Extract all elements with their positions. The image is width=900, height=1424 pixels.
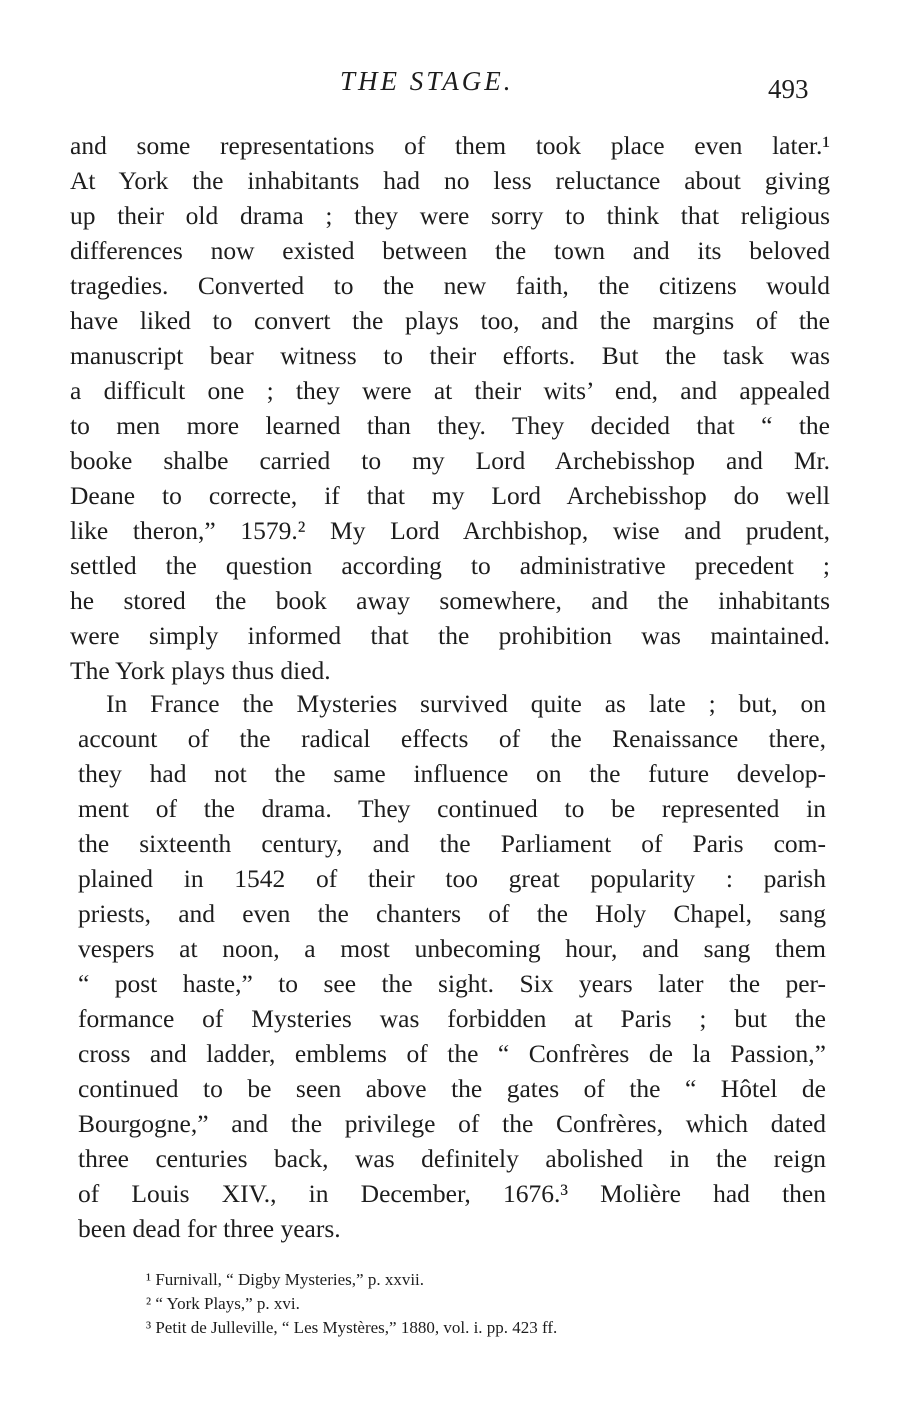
text-line: up their old drama ; they were sorry to think that religious <box>70 201 830 230</box>
text-line: of Louis XIV., in December, 1676.³ Molière had then <box>78 1179 826 1208</box>
text-line: booke shalbe carried to my Lord Archebisshop and Mr. <box>70 446 830 475</box>
footnotes <box>146 1268 786 1340</box>
text-line: ment of the drama. They continued to be represented in <box>78 794 826 823</box>
text-line: “ post haste,” to see the sight. Six years later the per- <box>78 969 826 998</box>
text-line: continued to be seen above the gates of the “ Hôtel de <box>78 1074 826 1103</box>
text-line: The York plays thus died. <box>70 656 331 685</box>
text-line: the sixteenth century, and the Parliament of Paris com- <box>78 829 826 858</box>
text-line: have liked to convert the plays too, and the margins of the <box>70 306 830 335</box>
paragraph-1 <box>70 128 830 688</box>
page-number: 493 <box>768 74 809 104</box>
text-line: formance of Mysteries was forbidden at Paris ; but the <box>78 1004 826 1033</box>
text-line: been dead for three years. <box>78 1214 341 1243</box>
footnote: ³ Petit de Julleville, “ Les Mystères,” 1880, vol. i. pp. 423 ff. <box>146 1318 558 1337</box>
text-line: In France the Mysteries survived quite as late ; but, on <box>106 689 826 718</box>
text-line: to men more learned than they. They decided that “ the <box>70 411 830 440</box>
text-line: cross and ladder, emblems of the “ Confrères de la Passion,” <box>78 1039 826 1068</box>
footnote: ² “ York Plays,” p. xvi. <box>146 1294 300 1313</box>
text-line: differences now existed between the town and its beloved <box>70 236 830 265</box>
text-line: plained in 1542 of their too great popularity : parish <box>78 864 826 893</box>
text-line: tragedies. Converted to the new faith, the citizens would <box>70 271 830 300</box>
text-line: manuscript bear witness to their efforts. But the task was <box>70 341 830 370</box>
page-header <box>0 66 900 106</box>
text-line: Deane to correcte, if that my Lord Archebisshop do well <box>70 481 830 510</box>
text-line: priests, and even the chanters of the Holy Chapel, sang <box>78 899 826 928</box>
text-line: settled the question according to administrative precedent ; <box>70 551 830 580</box>
text-line: vespers at noon, a most unbecoming hour, and sang them <box>78 934 826 963</box>
text-line: and some representations of them took place even later.¹ <box>70 131 830 160</box>
text-line: they had not the same influence on the future develop- <box>78 759 826 788</box>
text-line: At York the inhabitants had no less reluctance about giving <box>70 166 830 195</box>
running-title: THE STAGE. <box>340 66 514 96</box>
text-line: a difficult one ; they were at their wits’ end, and appealed <box>70 376 830 405</box>
paragraph-2 <box>78 686 826 1246</box>
text-line: he stored the book away somewhere, and the inhabitants <box>70 586 830 615</box>
text-line: like theron,” 1579.² My Lord Archbishop, wise and prudent, <box>70 516 830 545</box>
text-line: three centuries back, was definitely abolished in the reign <box>78 1144 826 1173</box>
text-line: account of the radical effects of the Renaissance there, <box>78 724 826 753</box>
footnote: ¹ Furnivall, “ Digby Mysteries,” p. xxvii. <box>146 1270 425 1289</box>
text-line: were simply informed that the prohibition was maintained. <box>70 621 830 650</box>
text-line: Bourgogne,” and the privilege of the Confrères, which dated <box>78 1109 826 1138</box>
